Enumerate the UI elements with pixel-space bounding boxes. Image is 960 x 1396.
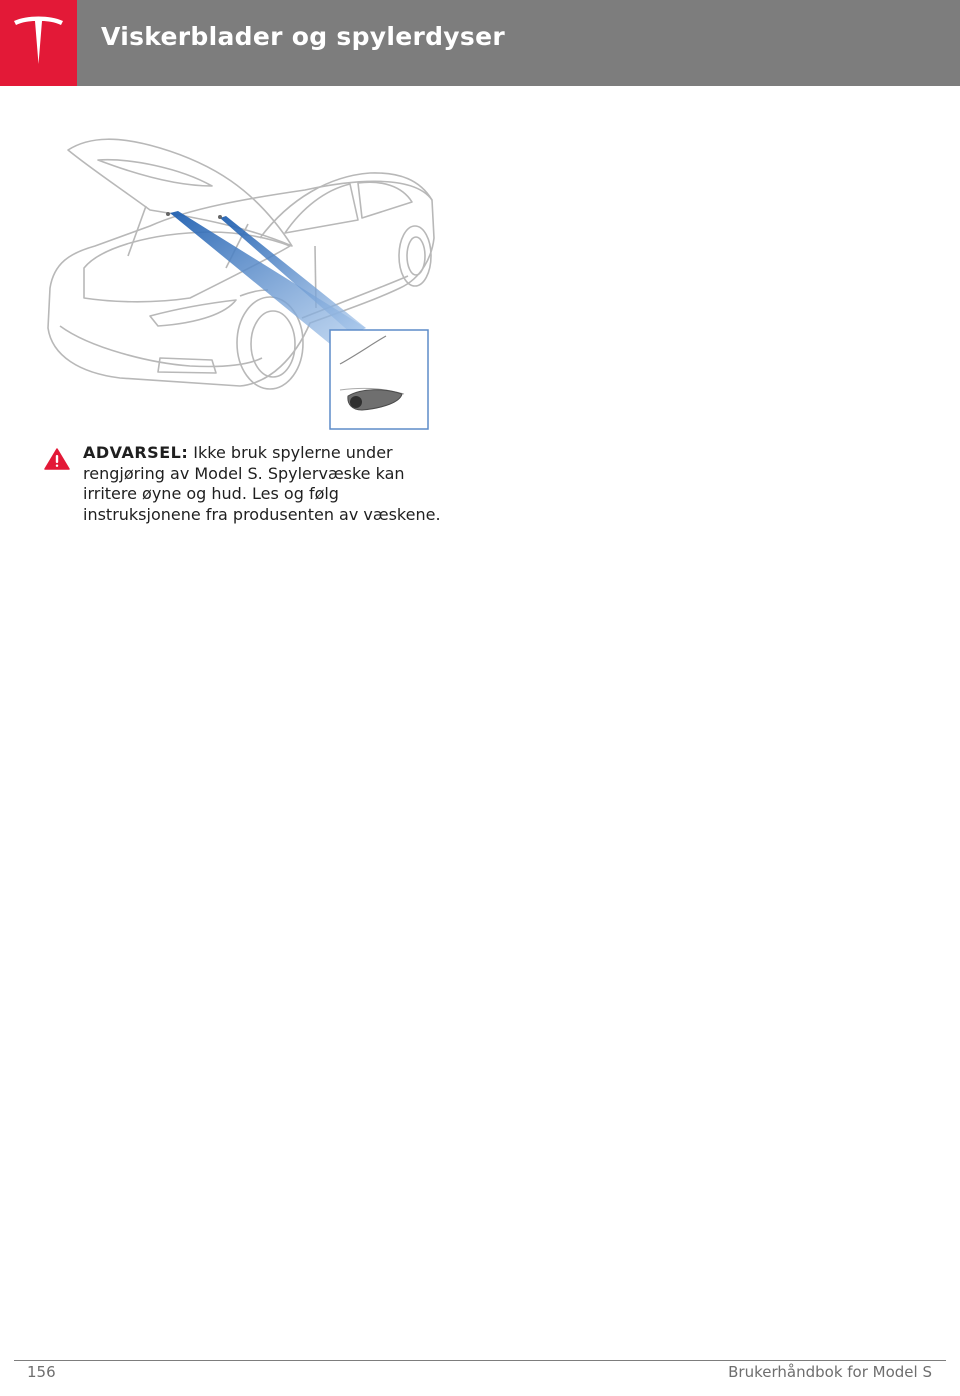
warning-triangle-icon xyxy=(44,448,70,470)
page-number: 156 xyxy=(27,1363,56,1381)
warning-body: Ikke bruk spylerne under rengjøring av Model S. Spylervæske kan irritere øyne og hud. Les og følg instruksjonene fra produsenten av væskene. xyxy=(83,443,441,524)
warning-label: ADVARSEL: xyxy=(83,443,189,462)
car-hood-open-washer-nozzle-illustration xyxy=(40,128,440,434)
brand-logo xyxy=(0,0,77,86)
page-title: Viskerblader og spylerdyser xyxy=(101,22,505,51)
footer-divider xyxy=(14,1360,946,1361)
page-header xyxy=(0,0,960,86)
tesla-logo-icon xyxy=(11,13,66,69)
manual-title: Brukerhåndbok for Model S xyxy=(728,1363,932,1381)
warning-text xyxy=(83,443,443,525)
